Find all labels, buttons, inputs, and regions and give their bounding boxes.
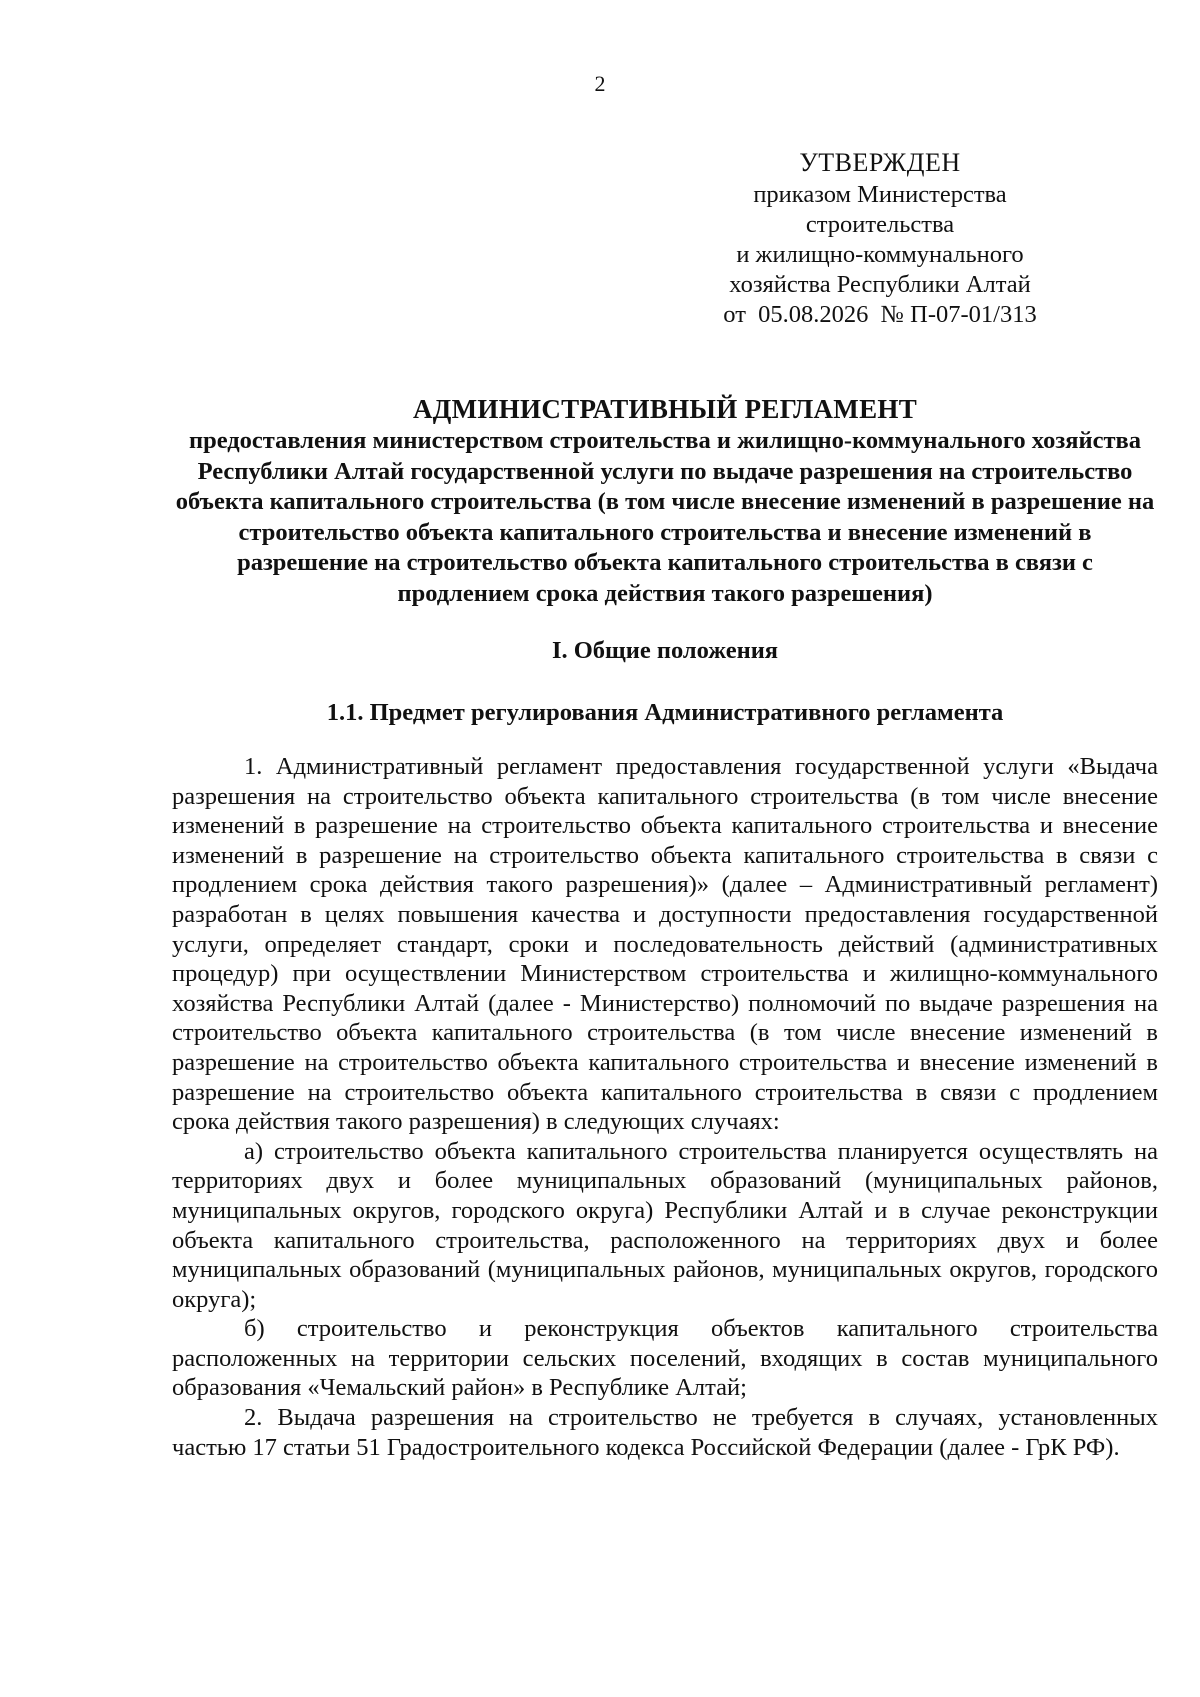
paragraph: 1. Административный регламент предоставления государственной услуги «Выдача разрешения на строительство объекта капитального строительства (в том числе внесение изменений в разрешение на строительство объекта капитального строительства и внесение изменений в разрешение на строительство объекта капитального строительства в связи с продлением срока действия такого разрешения)» (далее – Административный регламент) разработан в целях повышения качества и доступности предоставления государственной услуги, определяет стандарт, сроки и последовательность действий (административных процедур) при осуществлении Министерством строительства и жилищно-коммунального хозяйства Республики Алтай (далее - Министерство) полномочий по выдаче разрешения на строительство объекта капитального строительства (в том числе внесение изменений в разрешение на строительство объекта капитального строительства и внесение изменений в разрешение на строительство объекта капитального строительства в связи с продлением срока действия такого разрешения) в следующих случаях: <box>172 753 1158 1136</box>
document-body <box>172 752 1158 1462</box>
approval-stamp <box>720 148 1040 330</box>
paragraph: б) строительство и реконструкция объектов капитального строительства расположенных на территории сельских поселений, входящих в состав муниципального образования «Чемальский район» в Республике Алтай; <box>172 1315 1158 1402</box>
approval-line: и жилищно-коммунального <box>736 241 1024 268</box>
paragraph: а) строительство объекта капитального строительства планируется осуществлять на территориях двух и более муниципальных образований (муниципальных районов, муниципальных округов, городского округа) Республики Алтай и в случае реконструкции объекта капитального строительства, расположенного на территориях двух и более муниципальных образований (муниципальных районов, муниципальных округов, городского округа); <box>172 1137 1158 1313</box>
subsection-heading: 1.1. Предмет регулирования Административного регламента <box>326 699 1004 726</box>
document-subtitle: предоставления министерством строительства и жилищно-коммунального хозяйства Республики Алтай государственной услуги по выдаче разрешения на строительство объекта капитального строительства (в том числе внесение изменений в разрешение на строительство объекта капитального строительства и внесение изменений в разрешение на строительство объекта капитального строительства в связи с продлением срока действия такого разрешения) <box>175 427 1155 607</box>
paragraph: 2. Выдача разрешения на строительство не требуется в случаях, установленных частью 17 статьи 51 Градостроительного кодекса Российской Федерации (далее - ГрК РФ). <box>172 1404 1158 1461</box>
page-number: 2 <box>594 71 606 96</box>
approval-title: УТВЕРЖДЕН <box>799 148 961 177</box>
approval-line: хозяйства Республики Алтай <box>729 271 1031 298</box>
document-title: АДМИНИСТРАТИВНЫЙ РЕГЛАМЕНТ <box>412 394 918 424</box>
approval-line: строительства <box>805 211 955 238</box>
approval-date-number: от 05.08.2026 № П-07-01/313 <box>723 301 1037 328</box>
section-heading: I. Общие положения <box>551 637 779 664</box>
approval-line: приказом Министерства <box>753 181 1007 208</box>
document-title-block <box>172 392 1158 609</box>
